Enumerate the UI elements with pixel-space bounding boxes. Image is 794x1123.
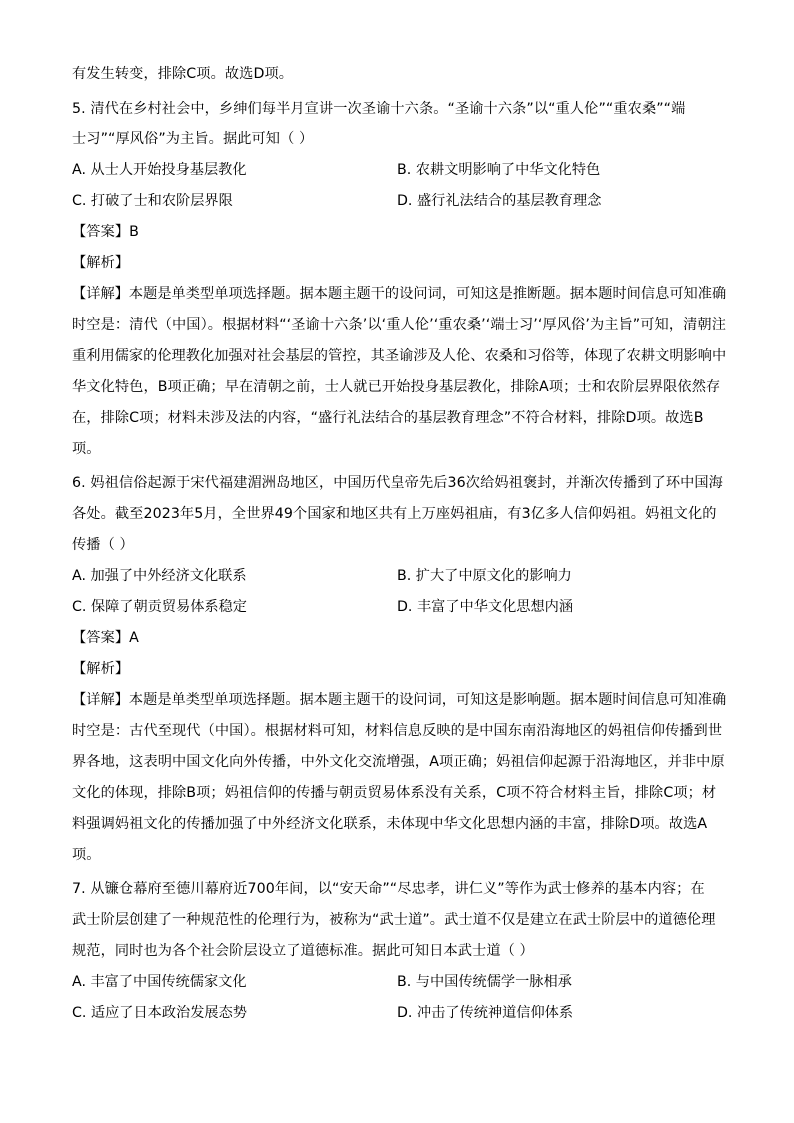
q6-stem-line-3: 传播（ ） xyxy=(72,537,134,553)
q7-stem-line-3: 规范，同时也为各个社会阶层设立了道德标准。据此可知日本武士道（ ） xyxy=(72,943,534,959)
q6-detail-line-2: 时空是：古代至现代（中国）。根据材料可知，材料信息反映的是中国东南沿海地区的妈祖信仰传播到世 xyxy=(72,723,723,739)
q7-option-b: B. 与中国传统儒学一脉相承 xyxy=(397,974,572,990)
q5-option-d: D. 盛行礼法结合的基层教育理念 xyxy=(397,193,602,209)
q6-detail-line-1: 【详解】本题是单类型单项选择题。据本题主题干的设问词，可知这是影响题。据本题时间信息可知准确 xyxy=(72,692,727,708)
q5-detail-line-6: 项。 xyxy=(72,441,101,457)
q7-option-a: A. 丰富了中国传统儒家文化 xyxy=(72,974,247,990)
q7-option-d: D. 冲击了传统神道信仰体系 xyxy=(397,1005,574,1021)
q5-detail-line-2: 时空是：清代（中国）。根据材料“‘圣谕十六条’以‘重人伦’‘重农桑’‘端士习’‘厚风俗’为主旨”可知，清朝注 xyxy=(72,317,726,333)
q6-option-a: A. 加强了中外经济文化联系 xyxy=(72,568,247,584)
q5-option-a: A. 从士人开始投身基层教化 xyxy=(72,162,247,178)
q6-option-b: B. 扩大了中原文化的影响力 xyxy=(397,568,572,584)
q5-stem-line-1: 5. 清代在乡村社会中，乡绅们每半月宣讲一次圣谕十六条。“圣谕十六条”以“重人伦”“重农桑”“端 xyxy=(72,101,686,117)
q6-stem-line-1: 6. 妈祖信俗起源于宋代福建湄洲岛地区，中国历代皇帝先后36次给妈祖褒封，并渐次传播到了环中国海 xyxy=(72,475,723,491)
q7-stem-line-2: 武士阶层创建了一种规范性的伦理行为，被称为“武士道”。武士道不仅是建立在武士阶层中的道德伦理 xyxy=(72,912,716,928)
q6-detail-line-5: 料强调妈祖文化的传播加强了中外经济文化联系，未体现中华文化思想内涵的丰富，排除D项。故选A xyxy=(72,816,708,832)
q5-analysis-label: 【解析】 xyxy=(72,255,130,271)
q6-analysis-label: 【解析】 xyxy=(72,661,130,677)
q7-stem-line-1: 7. 从镰仓幕府至德川幕府近700年间，以“安天命”“尽忠孝，讲仁义”等作为武士修养的基本内容；在 xyxy=(72,881,705,897)
q6-detail-line-6: 项。 xyxy=(72,847,101,863)
previous-question-tail: 有发生转变，排除C项。故选D项。 xyxy=(72,66,294,82)
q6-detail-line-3: 界各地，这表明中国文化向外传播，中外文化交流增强，A项正确；妈祖信仰起源于沿海地区，并非中原 xyxy=(72,754,725,770)
q5-option-c: C. 打破了士和农阶层界限 xyxy=(72,193,233,209)
q7-option-c: C. 适应了日本政治发展态势 xyxy=(72,1005,247,1021)
q5-detail-line-4: 华文化特色，B项正确；早在清朝之前，士人就已开始投身基层教化，排除A项；士和农阶层界限依然存 xyxy=(72,379,721,395)
q5-detail-line-1: 【详解】本题是单类型单项选择题。据本题主题干的设问词，可知这是推断题。据本题时间信息可知准确 xyxy=(72,286,727,302)
q6-option-c: C. 保障了朝贡贸易体系稳定 xyxy=(72,599,247,615)
q5-detail-line-3: 重利用儒家的伦理教化加强对社会基层的管控，其圣谕涉及人伦、农桑和习俗等，体现了农耕文明影响中 xyxy=(72,348,727,364)
q6-option-d: D. 丰富了中华文化思想内涵 xyxy=(397,599,574,615)
q5-detail-line-5: 在，排除C项；材料未涉及法的内容，“盛行礼法结合的基层教育理念”不符合材料，排除D项。故选B xyxy=(72,410,704,426)
q6-detail-line-4: 文化的体现，排除B项；妈祖信仰的传播与朝贡贸易体系没有关系，C项不符合材料主旨，排除C项；材 xyxy=(72,785,717,801)
q5-stem-line-2: 士习”“厚风俗”为主旨。据此可知（ ） xyxy=(72,131,314,147)
q6-answer: 【答案】A xyxy=(72,630,139,646)
q6-stem-line-2: 各处。截至2023年5月，全世界49个国家和地区共有上万座妈祖庙，有3亿多人信仰妈祖。妈祖文化的 xyxy=(72,506,717,522)
q5-option-b: B. 农耕文明影响了中华文化特色 xyxy=(397,162,601,178)
q5-answer: 【答案】B xyxy=(72,224,139,240)
